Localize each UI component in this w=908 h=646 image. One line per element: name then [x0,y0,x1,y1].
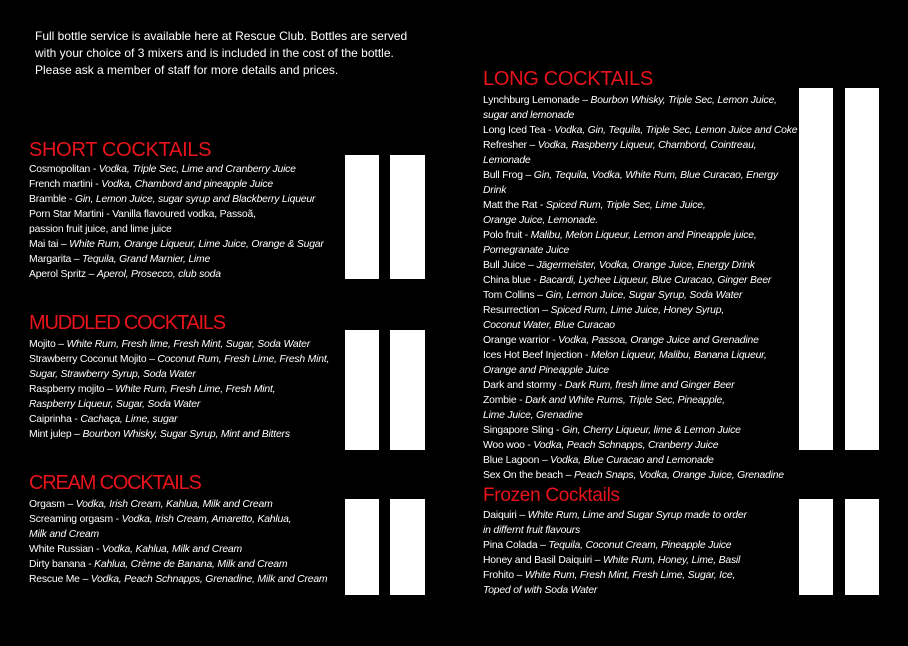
menu-item-ingredients: Tequila, Grand Marnier, Lime [82,254,211,265]
menu-item [29,382,349,412]
menu-item-ingredients: Bourbon Whisky, Sugar Syrup, Mint and Bitters [82,429,290,440]
menu-item-name: Rescue Me – [29,574,91,585]
menu-item [29,542,349,557]
menu-item-name: Lynchburg Lemonade – [483,95,591,106]
menu-item [29,512,349,542]
menu-item [29,427,349,442]
menu-item [483,423,801,438]
menu-item [29,267,349,282]
menu-item-name: Tom Collins – [483,290,546,301]
menu-item-ingredients: White Rum, Orange Liqueur, Lime Juice, Orange & Sugar [69,239,324,250]
menu-item [483,453,801,468]
menu-item [29,352,349,382]
price-box [845,499,879,595]
menu-item-ingredients: Gin, Lemon Juice, sugar syrup and Blackberry Liqueur [74,194,316,205]
menu-item-name: China blue - [483,275,540,286]
menu-item-ingredients-continued: Pomegranate Juice [483,245,570,256]
menu-item [483,288,801,303]
menu-item [483,538,801,553]
menu-item [483,228,801,258]
menu-item [29,572,349,587]
menu-item-name: Mint julep – [29,429,83,440]
menu-item-name: Matt the Rat - [483,200,546,211]
muddled-cocktails-list [29,337,349,442]
menu-item-ingredients: Spiced Rum, Triple Sec, Lime Juice, [545,200,706,211]
menu-item [483,93,801,123]
menu-item [483,348,801,378]
menu-item [483,438,801,453]
menu-item-ingredients: Peach Snaps, Vodka, Orange Juice, Grenadine [573,470,784,481]
menu-item-name: Honey and Basil Daiquiri – [483,555,603,566]
menu-item-name: Orange warrior - [483,335,559,346]
menu-item-name: Polo fruit - [483,230,531,241]
menu-item-ingredients: Melon Liqueur, Malibu, Banana Liqueur, [591,350,767,361]
menu-item-ingredients: Cachaça, Lime, sugar [80,414,178,425]
price-box [345,330,379,450]
menu-item [483,123,801,138]
menu-item-ingredients-continued: Milk and Cream [29,529,99,540]
menu-item-ingredients: Aperol, Prosecco, club soda [96,269,221,280]
menu-item-ingredients: Kahlua, Crème de Banana, Milk and Cream [94,559,288,570]
frozen-cocktails-title: Frozen Cocktails [483,485,620,506]
cream-cocktails-list [29,497,349,587]
menu-item-ingredients: Dark Rum, fresh lime and Ginger Beer [564,380,735,391]
menu-item-ingredients: Dark and White Rums, Triple Sec, Pineapple, [525,395,725,406]
menu-item [29,337,349,352]
menu-item-ingredients-continued: Coconut Water, Blue Curacao [483,320,615,331]
menu-item-ingredients-continued: Orange Juice, Lemonade. [483,215,598,226]
menu-item-ingredients-continued: Toped of with Soda Water [483,585,598,596]
menu-item-name: Refresher – [483,140,538,151]
menu-item-ingredients: White Rum, Honey, Lime, Basil [602,555,741,566]
menu-item-ingredients: Vodka, Raspberry Liqueur, Chambord, Cointreau, Lemonade [483,140,757,166]
menu-item-name: Strawberry Coconut Mojito – [29,354,158,365]
short-cocktails-title: SHORT COCKTAILS [29,139,212,161]
menu-item-ingredients: Bacardi, Lychee Liqueur, Blue Curacao, Ginger Beer [539,275,772,286]
menu-item-name: Dark and stormy - [483,380,565,391]
menu-item [483,553,801,568]
menu-item-ingredients: Bourbon Whisky, Triple Sec, Lemon Juice, [590,95,777,106]
menu-item-ingredients: Vodka, Triple Sec, Lime and Cranberry Juice [98,164,296,175]
menu-item-name: Raspberry mojito – [29,384,116,395]
menu-item-ingredients: Vodka, Gin, Tequila, Triple Sec, Lemon Juice and Coke [554,125,798,136]
frozen-cocktails-list [483,508,801,598]
menu-item-name: Sex On the beach – [483,470,574,481]
menu-item-name: Porn Star Martini - Vanilla flavoured vodka, Passoã, [29,209,256,220]
menu-item [29,497,349,512]
menu-item [483,258,801,273]
menu-item-name: Mai tai – [29,239,70,250]
menu-item-name: Woo woo - [483,440,534,451]
menu-item [483,198,801,228]
price-box [845,88,879,450]
menu-item-ingredients-continued: passion fruit juice, and lime juice [29,224,172,235]
menu-item-ingredients: Vodka, Passoa, Orange Juice and Grenadine [558,335,759,346]
menu-item-ingredients-continued: Lime Juice, Grenadine [483,410,583,421]
menu-item [29,192,349,207]
menu-item [29,412,349,427]
menu-item-name: Singapore Sling - [483,425,562,436]
menu-item-ingredients: Jägermeister, Vodka, Orange Juice, Energy Drink [536,260,755,271]
short-cocktails-list [29,162,349,282]
menu-item [483,168,801,198]
menu-item-name: Aperol Spritz – [29,269,97,280]
menu-item-name: Caiprinha - [29,414,81,425]
price-box [390,330,425,450]
menu-item [29,237,349,252]
menu-item [483,333,801,348]
price-box [390,155,425,279]
menu-item-name: Blue Lagoon – [483,455,551,466]
menu-item-name: Dirty banana - [29,559,95,570]
menu-item-ingredients: Gin, Cherry Liqueur, lime & Lemon Juice [562,425,741,436]
menu-item-name: White Russian - [29,544,103,555]
menu-item-name: Mojito – [29,339,67,350]
menu-item-ingredients: Spiced Rum, Lime Juice, Honey Syrup, [550,305,725,316]
menu-item-ingredients: Vodka, Kahlua, Milk and Cream [102,544,242,555]
menu-item [29,177,349,192]
menu-item [483,303,801,333]
menu-item-name: Cosmopolitan - [29,164,99,175]
menu-item-name: Screaming orgasm - [29,514,122,525]
menu-item-name: Daiquiri – [483,510,528,521]
menu-item [483,568,801,598]
menu-item-ingredients: Vodka, Peach Schnapps, Grenadine, Milk and Cream [90,574,328,585]
menu-item-ingredients-continued: Orange and Pineapple Juice [483,365,609,376]
menu-item-ingredients: White Rum, Fresh lime, Fresh Mint, Sugar, Soda Water [66,339,310,350]
muddled-cocktails-title: MUDDLED COCKTAILS [29,312,225,334]
price-box [345,499,379,595]
menu-item-name: Long Iced Tea - [483,125,555,136]
price-box [799,499,833,595]
menu-item [483,273,801,288]
cream-cocktails-title: CREAM COCKTAILS [29,472,201,494]
menu-item [29,207,349,237]
menu-item-ingredients-continued: in differnt fruit flavours [483,525,581,536]
menu-item-name: Orgasm – [29,499,76,510]
menu-item [29,557,349,572]
menu-item-ingredients: Vodka, Blue Curacao and Lemonade [550,455,714,466]
menu-item [483,468,801,483]
price-box [390,499,425,595]
long-cocktails-list [483,93,801,483]
menu-item-name: Bull Juice – [483,260,537,271]
menu-item-name: French martini - [29,179,102,190]
menu-item-ingredients: Malibu, Melon Liqueur, Lemon and Pineapple juice, [530,230,757,241]
menu-item [29,252,349,267]
menu-item-ingredients: White Rum, Lime and Sugar Syrup made to order [527,510,747,521]
menu-item [29,162,349,177]
menu-item-name: Bramble - [29,194,75,205]
menu-item-ingredients: Vodka, Irish Cream, Kahlua, Milk and Cream [75,499,273,510]
menu-item-ingredients: White Rum, Fresh Lime, Fresh Mint, [115,384,276,395]
menu-item-name: Resurrection – [483,305,551,316]
menu-item-ingredients: Coconut Rum, Fresh Lime, Fresh Mint, [157,354,330,365]
menu-item-name: Bull Frog – [483,170,534,181]
menu-item-ingredients-continued: Sugar, Strawberry Syrup, Soda Water [29,369,196,380]
menu-item-ingredients: Gin, Lemon Juice, Sugar Syrup, Soda Water [545,290,743,301]
menu-item-ingredients: Vodka, Irish Cream, Amaretto, Kahlua, [121,514,292,525]
long-cocktails-title: LONG COCKTAILS [483,68,653,90]
menu-item-ingredients: Vodka, Chambord and pineapple Juice [101,179,273,190]
menu-item-ingredients-continued: Raspberry Liqueur, Sugar, Soda Water [29,399,201,410]
menu-item-name: Zombie - [483,395,526,406]
intro-text: Full bottle service is available here at Rescue Club. Bottles are served with your choice of 3 mixers and is included in the cost of the bottle. Please ask a member of staff for more details and prices. [35,29,408,77]
price-box [345,155,379,279]
menu-item [483,378,801,393]
menu-item [483,508,801,538]
menu-item-ingredients: Tequila, Coconut Cream, Pineapple Juice [548,540,732,551]
menu-item-ingredients-continued: sugar and lemonade [483,110,575,121]
menu-item-ingredients: Gin, Tequila, Vodka, White Rum, Blue Curacao, Energy Drink [483,170,778,196]
menu-item-name: Margarita – [29,254,83,265]
price-box [799,88,833,450]
menu-item [483,138,801,168]
menu-item-name: Ices Hot Beef Injection - [483,350,591,361]
menu-item-name: Frohito – [483,570,525,581]
menu-item-name: Pina Colada – [483,540,549,551]
menu-item [483,393,801,423]
menu-item-ingredients: White Rum, Fresh Mint, Fresh Lime, Sugar, Ice, [524,570,736,581]
menu-item-ingredients: Vodka, Peach Schnapps, Cranberry Juice [533,440,719,451]
